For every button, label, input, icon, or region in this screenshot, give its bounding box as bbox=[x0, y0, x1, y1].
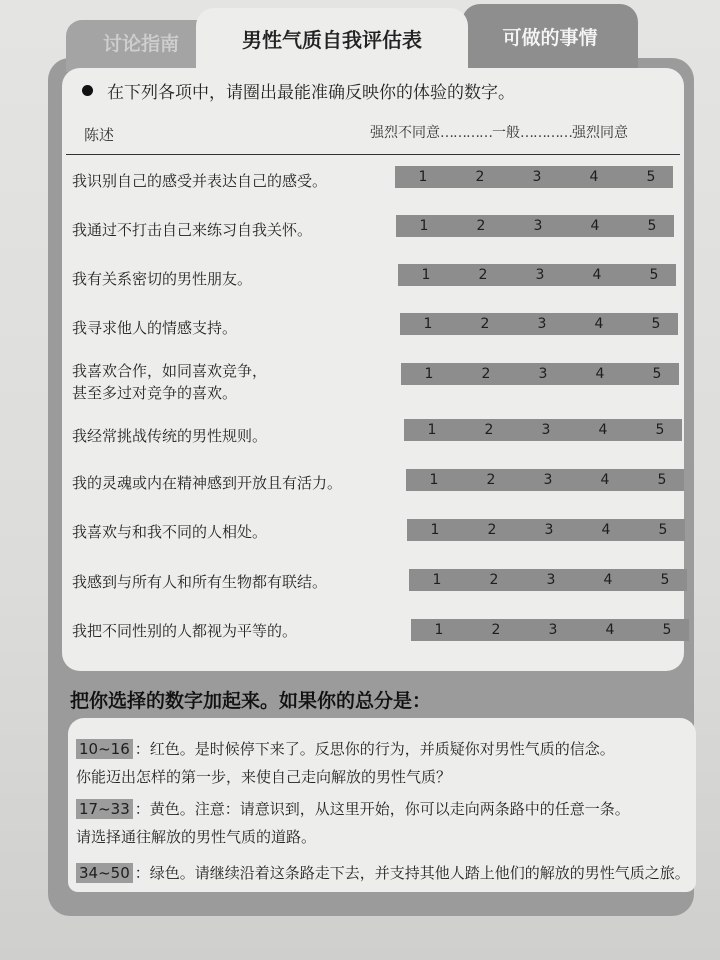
rating-option[interactable]: 1 bbox=[427, 422, 437, 438]
statement-line: 我把不同性别的人都视为平等的。 bbox=[72, 622, 298, 640]
statement-line: 我感到与所有人和所有生物都有联结。 bbox=[72, 573, 328, 591]
result-description-continued: 你能迈出怎样的第一步，来使自己走向解放的男性气质？ bbox=[76, 768, 452, 786]
statement-text bbox=[72, 425, 267, 447]
statement-text bbox=[72, 219, 312, 241]
rating-scale bbox=[401, 363, 679, 385]
rating-option[interactable]: 1 bbox=[434, 622, 444, 638]
rating-option[interactable]: 4 bbox=[590, 218, 600, 234]
rating-option[interactable]: 3 bbox=[532, 169, 542, 185]
statement-line: 我喜欢合作，如同喜欢竞争， bbox=[72, 362, 268, 380]
statement-text bbox=[72, 472, 342, 494]
statement-text bbox=[72, 620, 297, 642]
rating-option[interactable]: 1 bbox=[418, 169, 428, 185]
rating-option[interactable]: 1 bbox=[429, 472, 439, 488]
statement-text bbox=[72, 268, 252, 290]
score-range-badge: 10~16 bbox=[76, 739, 133, 759]
rating-option[interactable]: 2 bbox=[487, 522, 497, 538]
rating-option[interactable]: 4 bbox=[605, 622, 615, 638]
statement-line: 我识别自己的感受并表达自己的感受。 bbox=[72, 172, 328, 190]
rating-option[interactable]: 1 bbox=[423, 316, 433, 332]
rating-scale bbox=[409, 569, 687, 591]
rating-scale bbox=[398, 264, 676, 286]
statement-text bbox=[72, 317, 237, 339]
rating-option[interactable]: 2 bbox=[491, 622, 501, 638]
rating-option[interactable]: 3 bbox=[535, 267, 545, 283]
result-entry bbox=[76, 862, 690, 883]
scale-dots-left: ………… bbox=[440, 125, 492, 141]
rating-scale bbox=[406, 469, 684, 491]
rating-scale bbox=[395, 166, 673, 188]
rating-option[interactable]: 3 bbox=[544, 522, 554, 538]
rating-option[interactable]: 3 bbox=[533, 218, 543, 234]
rating-scale bbox=[396, 215, 674, 237]
bullet-icon bbox=[82, 85, 93, 96]
result-description: ：红色。是时候停下来了。反思你的行为，并质疑你对男性气质的信念。 bbox=[134, 740, 615, 758]
rating-option[interactable]: 4 bbox=[595, 366, 605, 382]
result-description: ：绿色。请继续沿着这条路走下去，并支持其他人踏上他们的解放的男性气质之旅。 bbox=[134, 864, 690, 882]
result-entry bbox=[76, 738, 615, 759]
rating-option[interactable]: 2 bbox=[481, 366, 491, 382]
statement-line: 甚至多过对竞争的喜欢。 bbox=[72, 384, 238, 402]
sum-instruction: 把你选择的数字加起来。如果你的总分是： bbox=[70, 690, 432, 712]
tab-self-assessment[interactable]: 男性气质自我评估表 bbox=[196, 8, 468, 72]
rating-option[interactable]: 5 bbox=[662, 622, 672, 638]
rating-option[interactable]: 1 bbox=[430, 522, 440, 538]
statement-text bbox=[72, 170, 327, 192]
rating-option[interactable]: 5 bbox=[647, 218, 657, 234]
rating-option[interactable]: 2 bbox=[486, 472, 496, 488]
rating-option[interactable]: 5 bbox=[649, 267, 659, 283]
scale-label-strongly-agree: 强烈同意 bbox=[572, 125, 628, 141]
rating-option[interactable]: 3 bbox=[546, 572, 556, 588]
statement-text bbox=[72, 360, 267, 404]
statement-line: 我经常挑战传统的男性规则。 bbox=[72, 427, 268, 445]
statement-line: 我喜欢与和我不同的人相处。 bbox=[72, 523, 268, 541]
rating-option[interactable]: 5 bbox=[658, 522, 668, 538]
column-header-scale bbox=[370, 122, 628, 142]
rating-option[interactable]: 5 bbox=[660, 572, 670, 588]
rating-option[interactable]: 4 bbox=[598, 422, 608, 438]
column-header-statement: 陈述 bbox=[84, 126, 115, 144]
rating-option[interactable]: 2 bbox=[478, 267, 488, 283]
scale-label-strongly-disagree: 强烈不同意 bbox=[370, 125, 440, 141]
rating-option[interactable]: 3 bbox=[538, 366, 548, 382]
rating-option[interactable]: 4 bbox=[592, 267, 602, 283]
rating-option[interactable]: 2 bbox=[484, 422, 494, 438]
rating-option[interactable]: 1 bbox=[432, 572, 442, 588]
rating-option[interactable]: 2 bbox=[475, 169, 485, 185]
result-description: ：黄色。注意：请意识到，从这里开始，你可以走向两条路中的任意一条。 bbox=[134, 800, 630, 818]
rating-scale bbox=[407, 519, 685, 541]
rating-option[interactable]: 3 bbox=[537, 316, 547, 332]
rating-option[interactable]: 4 bbox=[601, 522, 611, 538]
statement-text bbox=[72, 521, 267, 543]
rating-option[interactable]: 5 bbox=[646, 169, 656, 185]
tab-things-to-do[interactable]: 可做的事情 bbox=[462, 4, 638, 74]
statement-text bbox=[72, 571, 327, 593]
rating-scale bbox=[400, 313, 678, 335]
rating-option[interactable]: 1 bbox=[421, 267, 431, 283]
instruction-text bbox=[82, 78, 515, 103]
instruction-label: 在下列各项中，请圈出最能准确反映你的体验的数字。 bbox=[107, 83, 515, 103]
rating-option[interactable]: 5 bbox=[657, 472, 667, 488]
rating-option[interactable]: 3 bbox=[541, 422, 551, 438]
scale-dots-right: ………… bbox=[520, 125, 572, 141]
statement-line: 我通过不打击自己来练习自我关怀。 bbox=[72, 221, 313, 239]
scale-label-neutral: 一般 bbox=[492, 125, 520, 141]
rating-option[interactable]: 5 bbox=[655, 422, 665, 438]
rating-option[interactable]: 3 bbox=[543, 472, 553, 488]
rating-option[interactable]: 2 bbox=[489, 572, 499, 588]
rating-option[interactable]: 2 bbox=[480, 316, 490, 332]
statement-line: 我有关系密切的男性朋友。 bbox=[72, 270, 253, 288]
rating-option[interactable]: 4 bbox=[603, 572, 613, 588]
rating-option[interactable]: 4 bbox=[600, 472, 610, 488]
rating-option[interactable]: 3 bbox=[548, 622, 558, 638]
rating-option[interactable]: 5 bbox=[651, 316, 661, 332]
rating-option[interactable]: 1 bbox=[419, 218, 429, 234]
score-range-badge: 17~33 bbox=[76, 799, 133, 819]
rating-scale bbox=[411, 619, 689, 641]
rating-option[interactable]: 4 bbox=[594, 316, 604, 332]
result-description-continued: 请选择通往解放的男性气质的道路。 bbox=[76, 828, 317, 846]
header-divider bbox=[66, 154, 680, 155]
rating-option[interactable]: 5 bbox=[652, 366, 662, 382]
rating-option[interactable]: 2 bbox=[476, 218, 486, 234]
statement-line: 我的灵魂或内在精神感到开放且有活力。 bbox=[72, 474, 343, 492]
rating-option[interactable]: 4 bbox=[589, 169, 599, 185]
rating-option[interactable]: 1 bbox=[424, 366, 434, 382]
score-range-badge: 34~50 bbox=[76, 863, 133, 883]
statement-line: 我寻求他人的情感支持。 bbox=[72, 319, 238, 337]
tab-discussion-guide[interactable]: 讨论指南 bbox=[66, 20, 216, 72]
rating-scale bbox=[404, 419, 682, 441]
result-entry bbox=[76, 798, 630, 819]
